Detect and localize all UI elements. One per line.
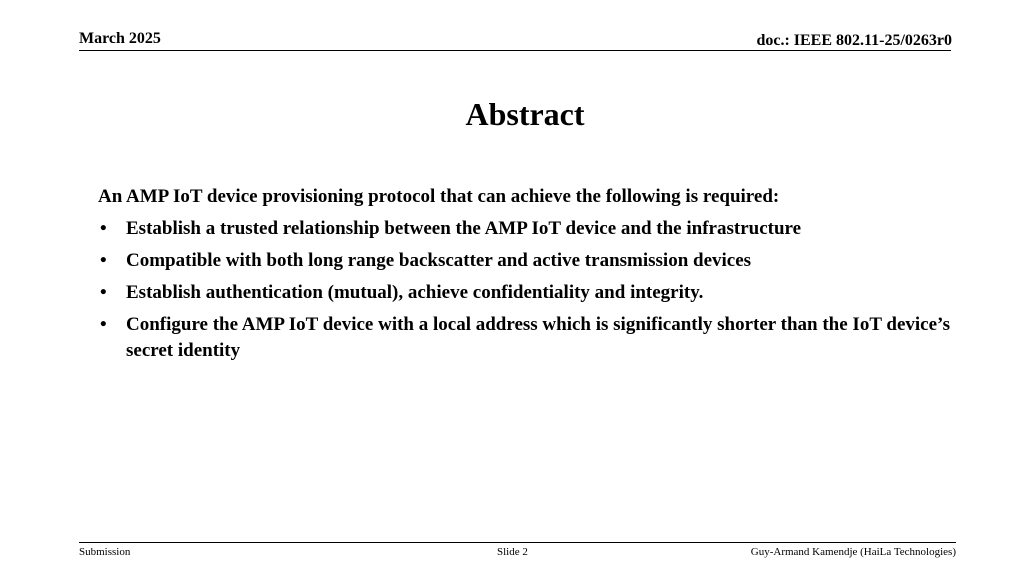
bullet-text: Establish authentication (mutual), achieve confidentiality and integrity. — [126, 282, 704, 303]
bullet-icon: • — [100, 218, 107, 239]
bullet-list — [98, 216, 958, 364]
footer-author: Guy-Armand Kamendje (HaiLa Technologies) — [750, 546, 956, 558]
footer-slide-number: Slide 2 — [497, 546, 528, 558]
footer-divider — [79, 542, 956, 543]
bullet-text: Configure the AMP IoT device with a local address which is significantly shorter than the IoT device’s secret identity — [126, 314, 951, 361]
header-divider — [79, 50, 951, 51]
bullet-icon: • — [100, 314, 107, 335]
bullet-item — [98, 248, 958, 274]
footer-submission: Submission — [79, 546, 131, 558]
bullet-text: Compatible with both long range backscatter and active transmission devices — [126, 250, 752, 271]
bullet-icon: • — [100, 250, 107, 271]
bullet-item — [98, 312, 958, 364]
bullet-text: Establish a trusted relationship between the AMP IoT device and the infrastructure — [126, 218, 802, 239]
slide-body — [98, 184, 958, 370]
header-document-id: doc.: IEEE 802.11-25/0263r0 — [756, 32, 952, 49]
slide-title: Abstract — [465, 96, 585, 132]
bullet-item — [98, 216, 958, 242]
intro-text: An AMP IoT device provisioning protocol that can achieve the following is required: — [98, 186, 780, 207]
header-date: March 2025 — [79, 30, 161, 47]
bullet-icon: • — [100, 282, 107, 303]
bullet-item — [98, 280, 958, 306]
